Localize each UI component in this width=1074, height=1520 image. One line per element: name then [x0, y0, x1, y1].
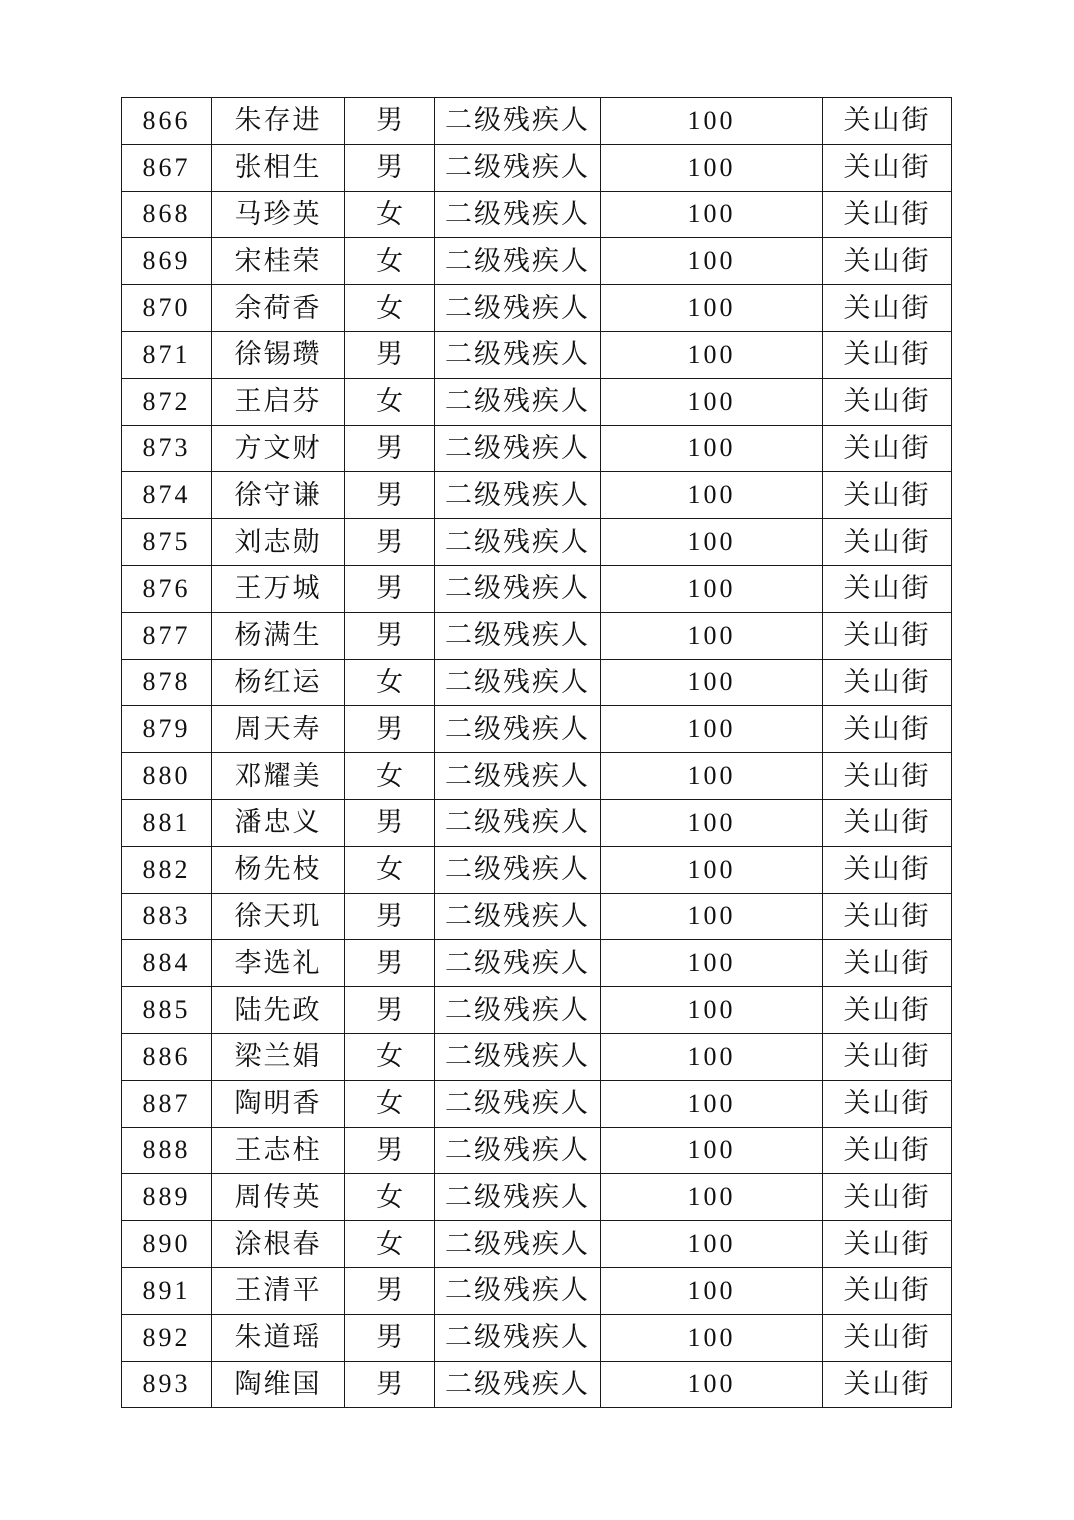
amount-cell: 100 [601, 1314, 823, 1361]
street-cell: 关山街 [823, 1174, 952, 1221]
row-number-cell: 872 [122, 378, 212, 425]
street-cell: 关山街 [823, 1221, 952, 1268]
table-row [122, 612, 952, 659]
row-number-cell: 889 [122, 1174, 212, 1221]
row-number-cell: 882 [122, 846, 212, 893]
gender-cell: 男 [345, 1314, 435, 1361]
row-number-cell: 893 [122, 1361, 212, 1408]
row-number-cell: 870 [122, 285, 212, 332]
row-number-cell: 866 [122, 98, 212, 145]
street-cell: 关山街 [823, 1127, 952, 1174]
category-cell: 二级残疾人 [435, 1314, 601, 1361]
name-cell: 周天寿 [212, 706, 345, 753]
table-row [122, 987, 952, 1034]
gender-cell: 男 [345, 472, 435, 519]
gender-cell: 男 [345, 1267, 435, 1314]
table-row [122, 940, 952, 987]
row-number-cell: 880 [122, 753, 212, 800]
table-row [122, 238, 952, 285]
table-row [122, 1033, 952, 1080]
category-cell: 二级残疾人 [435, 472, 601, 519]
gender-cell: 男 [345, 331, 435, 378]
row-number-cell: 885 [122, 987, 212, 1034]
street-cell: 关山街 [823, 753, 952, 800]
gender-cell: 男 [345, 98, 435, 145]
name-cell: 朱道瑶 [212, 1314, 345, 1361]
name-cell: 徐天玑 [212, 893, 345, 940]
name-cell: 王万城 [212, 565, 345, 612]
table-row [122, 1080, 952, 1127]
street-cell: 关山街 [823, 144, 952, 191]
street-cell: 关山街 [823, 472, 952, 519]
amount-cell: 100 [601, 659, 823, 706]
street-cell: 关山街 [823, 378, 952, 425]
amount-cell: 100 [601, 1361, 823, 1408]
category-cell: 二级残疾人 [435, 706, 601, 753]
gender-cell: 男 [345, 425, 435, 472]
row-number-cell: 886 [122, 1033, 212, 1080]
name-cell: 涂根春 [212, 1221, 345, 1268]
category-cell: 二级残疾人 [435, 191, 601, 238]
gender-cell: 女 [345, 659, 435, 706]
gender-cell: 男 [345, 706, 435, 753]
category-cell: 二级残疾人 [435, 378, 601, 425]
amount-cell: 100 [601, 378, 823, 425]
name-cell: 方文财 [212, 425, 345, 472]
name-cell: 杨满生 [212, 612, 345, 659]
name-cell: 梁兰娟 [212, 1033, 345, 1080]
category-cell: 二级残疾人 [435, 799, 601, 846]
name-cell: 陆先政 [212, 987, 345, 1034]
category-cell: 二级残疾人 [435, 987, 601, 1034]
amount-cell: 100 [601, 846, 823, 893]
category-cell: 二级残疾人 [435, 98, 601, 145]
name-cell: 邓耀美 [212, 753, 345, 800]
category-cell: 二级残疾人 [435, 1033, 601, 1080]
row-number-cell: 877 [122, 612, 212, 659]
row-number-cell: 868 [122, 191, 212, 238]
amount-cell: 100 [601, 612, 823, 659]
street-cell: 关山街 [823, 846, 952, 893]
name-cell: 陶明香 [212, 1080, 345, 1127]
gender-cell: 女 [345, 285, 435, 332]
street-cell: 关山街 [823, 238, 952, 285]
category-cell: 二级残疾人 [435, 846, 601, 893]
category-cell: 二级残疾人 [435, 1174, 601, 1221]
row-number-cell: 876 [122, 565, 212, 612]
category-cell: 二级残疾人 [435, 331, 601, 378]
table-row [122, 706, 952, 753]
amount-cell: 100 [601, 519, 823, 566]
amount-cell: 100 [601, 987, 823, 1034]
street-cell: 关山街 [823, 940, 952, 987]
street-cell: 关山街 [823, 191, 952, 238]
row-number-cell: 888 [122, 1127, 212, 1174]
street-cell: 关山街 [823, 706, 952, 753]
amount-cell: 100 [601, 238, 823, 285]
street-cell: 关山街 [823, 1033, 952, 1080]
amount-cell: 100 [601, 1267, 823, 1314]
amount-cell: 100 [601, 1033, 823, 1080]
category-cell: 二级残疾人 [435, 238, 601, 285]
gender-cell: 男 [345, 987, 435, 1034]
table-row [122, 893, 952, 940]
gender-cell: 女 [345, 191, 435, 238]
table-row [122, 425, 952, 472]
table-row [122, 378, 952, 425]
name-cell: 朱存进 [212, 98, 345, 145]
amount-cell: 100 [601, 1174, 823, 1221]
table-body [122, 98, 952, 1408]
row-number-cell: 892 [122, 1314, 212, 1361]
amount-cell: 100 [601, 706, 823, 753]
table-row [122, 98, 952, 145]
category-cell: 二级残疾人 [435, 285, 601, 332]
row-number-cell: 874 [122, 472, 212, 519]
name-cell: 宋桂荣 [212, 238, 345, 285]
name-cell: 余荷香 [212, 285, 345, 332]
street-cell: 关山街 [823, 1361, 952, 1408]
table-row [122, 799, 952, 846]
table-row [122, 1361, 952, 1408]
table-row [122, 565, 952, 612]
amount-cell: 100 [601, 472, 823, 519]
gender-cell: 男 [345, 565, 435, 612]
table-row [122, 753, 952, 800]
amount-cell: 100 [601, 893, 823, 940]
table-row [122, 1267, 952, 1314]
name-cell: 王志柱 [212, 1127, 345, 1174]
name-cell: 刘志勋 [212, 519, 345, 566]
street-cell: 关山街 [823, 1080, 952, 1127]
gender-cell: 女 [345, 753, 435, 800]
name-cell: 马珍英 [212, 191, 345, 238]
category-cell: 二级残疾人 [435, 144, 601, 191]
row-number-cell: 873 [122, 425, 212, 472]
table-row [122, 1174, 952, 1221]
table-row [122, 659, 952, 706]
category-cell: 二级残疾人 [435, 1361, 601, 1408]
amount-cell: 100 [601, 799, 823, 846]
street-cell: 关山街 [823, 1314, 952, 1361]
name-cell: 潘忠义 [212, 799, 345, 846]
row-number-cell: 891 [122, 1267, 212, 1314]
category-cell: 二级残疾人 [435, 425, 601, 472]
gender-cell: 男 [345, 1127, 435, 1174]
street-cell: 关山街 [823, 659, 952, 706]
category-cell: 二级残疾人 [435, 1080, 601, 1127]
category-cell: 二级残疾人 [435, 1221, 601, 1268]
amount-cell: 100 [601, 425, 823, 472]
row-number-cell: 869 [122, 238, 212, 285]
row-number-cell: 879 [122, 706, 212, 753]
category-cell: 二级残疾人 [435, 659, 601, 706]
amount-cell: 100 [601, 98, 823, 145]
street-cell: 关山街 [823, 565, 952, 612]
name-cell: 王启芬 [212, 378, 345, 425]
table-row [122, 519, 952, 566]
gender-cell: 女 [345, 1080, 435, 1127]
row-number-cell: 884 [122, 940, 212, 987]
name-cell: 杨红运 [212, 659, 345, 706]
category-cell: 二级残疾人 [435, 893, 601, 940]
category-cell: 二级残疾人 [435, 612, 601, 659]
table-row [122, 1127, 952, 1174]
row-number-cell: 887 [122, 1080, 212, 1127]
street-cell: 关山街 [823, 612, 952, 659]
category-cell: 二级残疾人 [435, 519, 601, 566]
gender-cell: 男 [345, 519, 435, 566]
amount-cell: 100 [601, 144, 823, 191]
row-number-cell: 883 [122, 893, 212, 940]
name-cell: 徐守谦 [212, 472, 345, 519]
gender-cell: 女 [345, 1221, 435, 1268]
category-cell: 二级残疾人 [435, 753, 601, 800]
name-cell: 周传英 [212, 1174, 345, 1221]
street-cell: 关山街 [823, 893, 952, 940]
street-cell: 关山街 [823, 98, 952, 145]
table-row [122, 1314, 952, 1361]
amount-cell: 100 [601, 1127, 823, 1174]
gender-cell: 男 [345, 940, 435, 987]
gender-cell: 女 [345, 1033, 435, 1080]
amount-cell: 100 [601, 1221, 823, 1268]
amount-cell: 100 [601, 753, 823, 800]
amount-cell: 100 [601, 191, 823, 238]
amount-cell: 100 [601, 285, 823, 332]
gender-cell: 女 [345, 1174, 435, 1221]
gender-cell: 男 [345, 799, 435, 846]
table-row [122, 1221, 952, 1268]
table-row [122, 191, 952, 238]
street-cell: 关山街 [823, 331, 952, 378]
row-number-cell: 890 [122, 1221, 212, 1268]
gender-cell: 男 [345, 1361, 435, 1408]
street-cell: 关山街 [823, 519, 952, 566]
name-cell: 张相生 [212, 144, 345, 191]
amount-cell: 100 [601, 565, 823, 612]
gender-cell: 女 [345, 378, 435, 425]
category-cell: 二级残疾人 [435, 1127, 601, 1174]
gender-cell: 女 [345, 846, 435, 893]
gender-cell: 女 [345, 238, 435, 285]
row-number-cell: 878 [122, 659, 212, 706]
category-cell: 二级残疾人 [435, 1267, 601, 1314]
table-row [122, 285, 952, 332]
table-row [122, 472, 952, 519]
category-cell: 二级残疾人 [435, 565, 601, 612]
name-cell: 杨先枝 [212, 846, 345, 893]
name-cell: 王清平 [212, 1267, 345, 1314]
name-cell: 徐锡瓒 [212, 331, 345, 378]
category-cell: 二级残疾人 [435, 940, 601, 987]
table-row [122, 846, 952, 893]
street-cell: 关山街 [823, 285, 952, 332]
amount-cell: 100 [601, 1080, 823, 1127]
gender-cell: 男 [345, 612, 435, 659]
street-cell: 关山街 [823, 1267, 952, 1314]
beneficiary-table [121, 97, 952, 1408]
row-number-cell: 867 [122, 144, 212, 191]
gender-cell: 男 [345, 144, 435, 191]
row-number-cell: 881 [122, 799, 212, 846]
gender-cell: 男 [345, 893, 435, 940]
table-row [122, 144, 952, 191]
row-number-cell: 871 [122, 331, 212, 378]
street-cell: 关山街 [823, 987, 952, 1034]
name-cell: 李选礼 [212, 940, 345, 987]
amount-cell: 100 [601, 940, 823, 987]
street-cell: 关山街 [823, 425, 952, 472]
amount-cell: 100 [601, 331, 823, 378]
row-number-cell: 875 [122, 519, 212, 566]
street-cell: 关山街 [823, 799, 952, 846]
name-cell: 陶维国 [212, 1361, 345, 1408]
table-row [122, 331, 952, 378]
